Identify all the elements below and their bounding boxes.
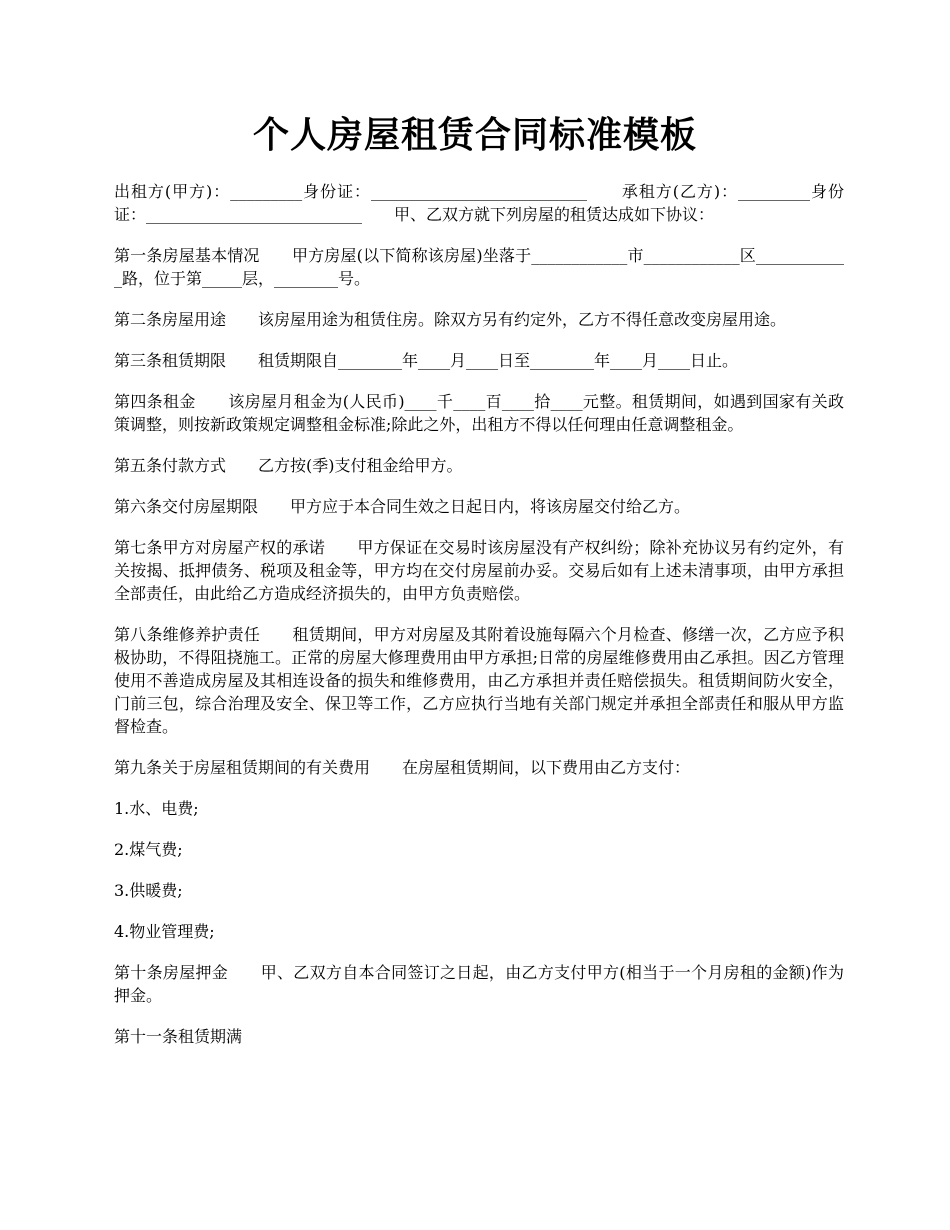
paragraph-article-5: 第五条付款方式 乙方按(季)支付租金给甲方。 — [114, 456, 463, 475]
list-item-property-fee: 4.物业管理费; — [114, 922, 215, 941]
paragraph-article-2: 第二条房屋用途 该房屋用途为租赁住房。除双方另有约定外，乙方不得任意改变房屋用途。 — [114, 310, 787, 329]
paragraph-article-6: 第六条交付房屋期限 甲方应于本合同生效之日起日内，将该房屋交付给乙方。 — [114, 497, 691, 516]
list-item-utilities: 1.水、电费; — [114, 799, 199, 818]
paragraph-article-1: 第一条房屋基本情况 甲方房屋(以下简称该房屋)坐落于____________市____________区____________路，位于第_____层，________号。 — [114, 246, 844, 288]
paragraph-article-7: 第七条甲方对房屋产权的承诺 甲方保证在交易时该房屋没有产权纠纷；除补充协议另有约定外，有关按揭、抵押债务、税项及租金等，甲方均在交付房屋前办妥。交易后如有上述未清事项，由甲方承担全部责任，由此给乙方造成经济损失的，由甲方负责赔偿。 — [114, 538, 844, 603]
paragraph-article-8: 第八条维修养护责任 租赁期间，甲方对房屋及其附着设施每隔六个月检查、修缮一次，乙方应予积极协助，不得阻挠施工。正常的房屋大修理费用由甲方承担;日常的房屋维修费用由乙承担。因乙方管理使用不善造成房屋及其相连设备的损失和维修费用，由乙方承担并责任赔偿损失。租赁期间防火安全，门前三包，综合治理及安全、保卫等工作，乙方应执行当地有关部门规定并承担全部责任和服从甲方监督检查。 — [114, 625, 844, 736]
paragraph-article-11: 第十一条租赁期满 — [114, 1027, 243, 1046]
document-body — [114, 180, 844, 1066]
paragraph-article-9: 第九条关于房屋租赁期间的有关费用 在房屋租赁期间，以下费用由乙方支付： — [114, 758, 691, 777]
paragraph-article-3: 第三条租赁期限 租赁期限自________年____月____日至________年____月____日止。 — [114, 351, 739, 370]
paragraph-article-4: 第四条租金 该房屋月租金为(人民币)____千____百____拾____元整。租赁期间，如遇到国家有关政策调整，则按新政策规定调整租金标准;除此之外，出租方不得以任何理由任意调整租金。 — [114, 392, 844, 434]
list-item-heating: 3.供暖费; — [114, 881, 183, 900]
paragraph-parties: 出租方(甲方)：_________身份证：___________________________ 承租方(乙方)：_________身份证：___________________________ 甲、乙双方就下列房屋的租赁达成如下协议： — [114, 182, 844, 224]
paragraph-article-10: 第十条房屋押金 甲、乙双方自本合同签订之日起，由乙方支付甲方(相当于一个月房租的金额)作为押金。 — [114, 963, 844, 1005]
list-item-gas: 2.煤气费; — [114, 840, 183, 859]
document-title: 个人房屋租赁合同标准模板 — [252, 114, 697, 156]
